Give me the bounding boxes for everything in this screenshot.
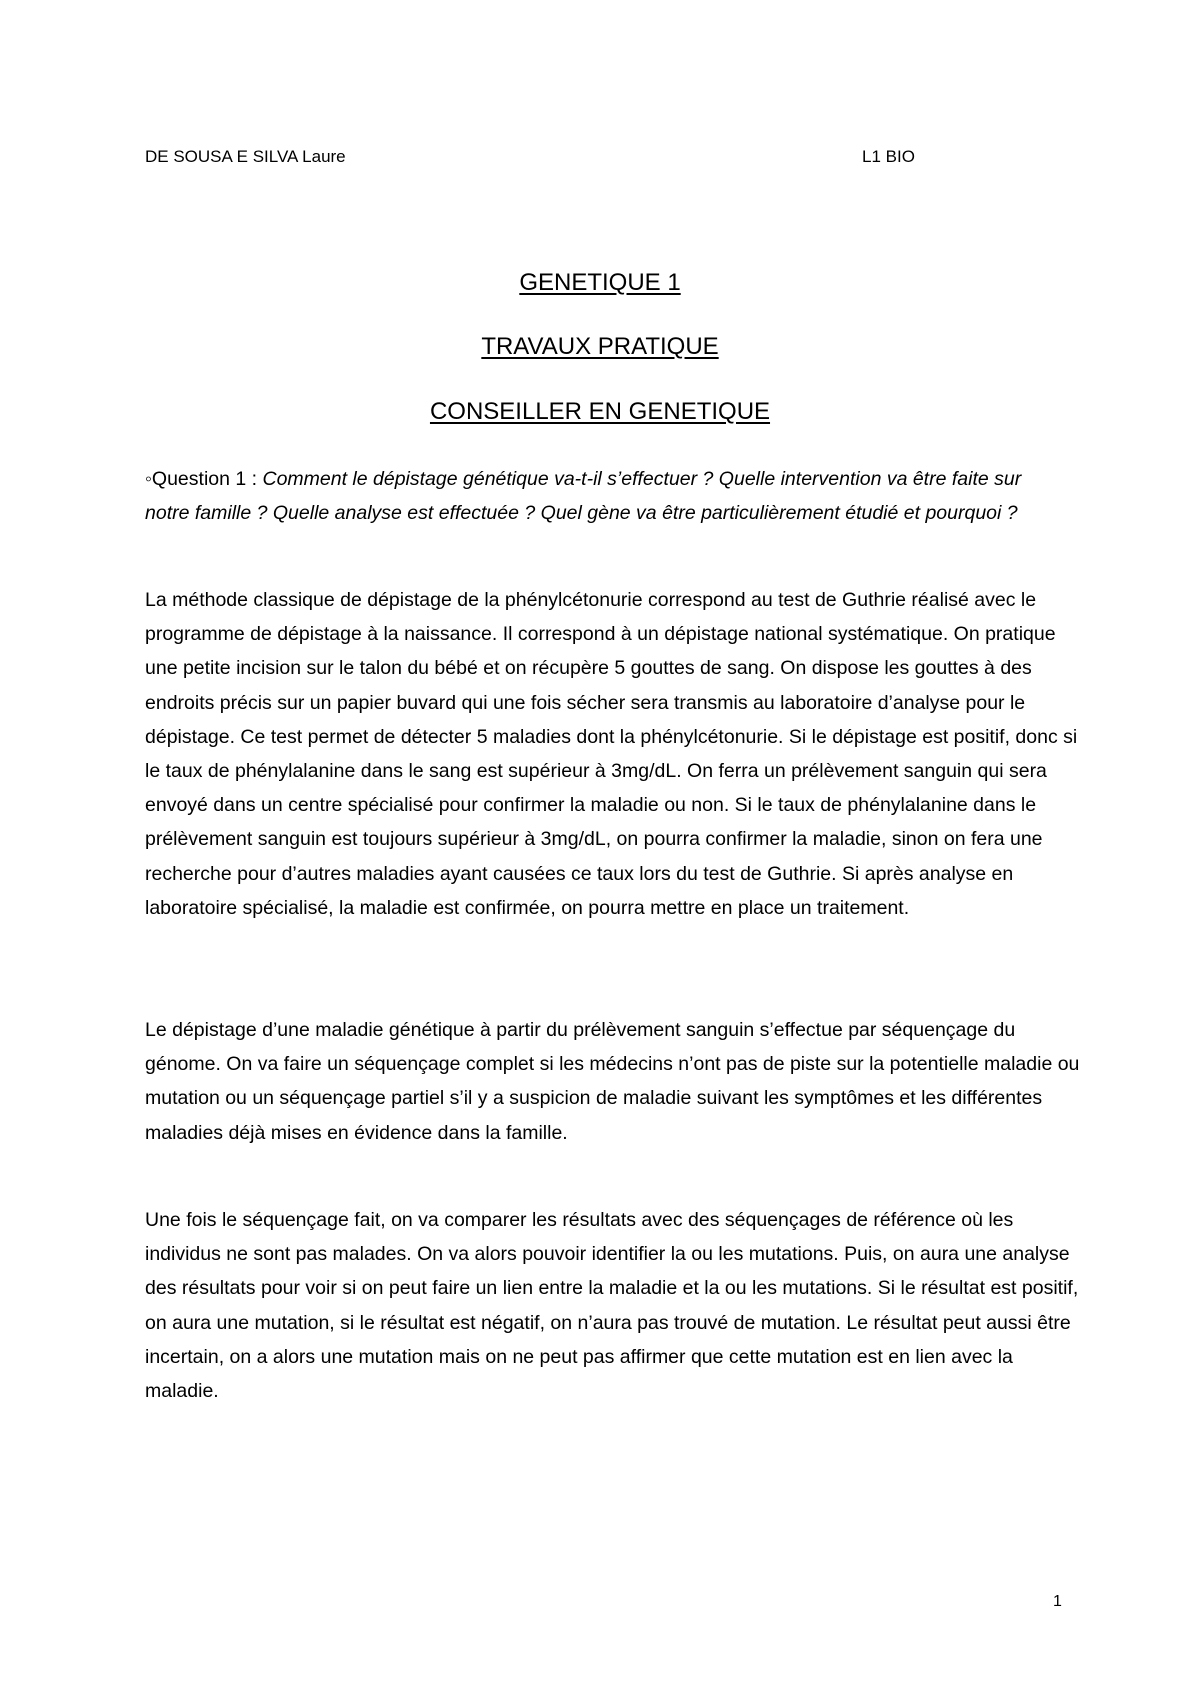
paragraph-genome-sequencing: Le dépistage d’une maladie génétique à partir du prélèvement sanguin s’effectue par séquençage du génome. On va faire un séquençage complet si les médecins n’ont pas de piste sur la potentielle maladie ou mutation ou un séquençage partiel s’il y a suspicion de maladie suivant les symptômes et les différentes maladies déjà mises en évidence dans la famille. xyxy=(145,1019,1080,1144)
paragraph-results-analysis: Une fois le séquençage fait, on va comparer les résultats avec des séquençages de référence où les individus ne sont pas malades. On va alors pouvoir identifier la ou les mutations. Puis, on aura une analyse des résultats pour voir si on peut faire un lien entre la maladie et la ou les mutations. Si le résultat est positif, on aura une mutation, si le résultat est négatif, on n’aura pas trouvé de mutation. Le résultat peut aussi être incertain, on a alors une mutation mais on ne peut pas affirmer que cette mutation est en lien avec la maladie. xyxy=(145,1209,1079,1403)
class-label: L1 BIO xyxy=(862,147,915,166)
question-block xyxy=(145,462,1065,530)
title-conseiller: CONSEILLER EN GENETIQUE xyxy=(429,398,771,425)
question-text: Comment le dépistage génétique va-t-il s’effectuer ? Quelle intervention va être faite sur notre famille ? Quelle analyse est effectuée ? Quel gène va être particulièrement étudié et pourquoi ? xyxy=(145,468,1022,524)
paragraph-guthrie-test: La méthode classique de dépistage de la phénylcétonurie correspond au test de Guthrie réalisé avec le programme de dépistage à la naissance. Il correspond à un dépistage national systématique. On pratique une petite incision sur le talon du bébé et on récupère 5 gouttes de sang. On dispose les gouttes à des endroits précis sur un papier buvard qui une fois sécher sera transmis au laboratoire d’analyse pour le dépistage. Ce test permet de détecter 5 maladies dont la phénylcétonurie. Si le dépistage est positif, donc si le taux de phénylalanine dans le sang est supérieur à 3mg/dL. On ferra un prélèvement sanguin qui sera envoyé dans un centre spécialisé pour confirmer la maladie ou non. Si le taux de phénylalanine dans le prélèvement sanguin est toujours supérieur à 3mg/dL, on pourra confirmer la maladie, sinon on fera une recherche pour d’autres maladies ayant causées ce taux lors du test de Guthrie. Si après analyse en laboratoire spécialisé, la maladie est confirmée, on pourra mettre en place un traitement. xyxy=(145,589,1078,919)
question-label: ◦Question 1 : xyxy=(145,468,263,490)
author-name: DE SOUSA E SILVA Laure xyxy=(145,147,346,166)
title-travaux-pratique: TRAVAUX PRATIQUE xyxy=(481,333,719,360)
title-genetique: GENETIQUE 1 xyxy=(519,269,681,296)
page-number: 1 xyxy=(1053,1593,1062,1610)
